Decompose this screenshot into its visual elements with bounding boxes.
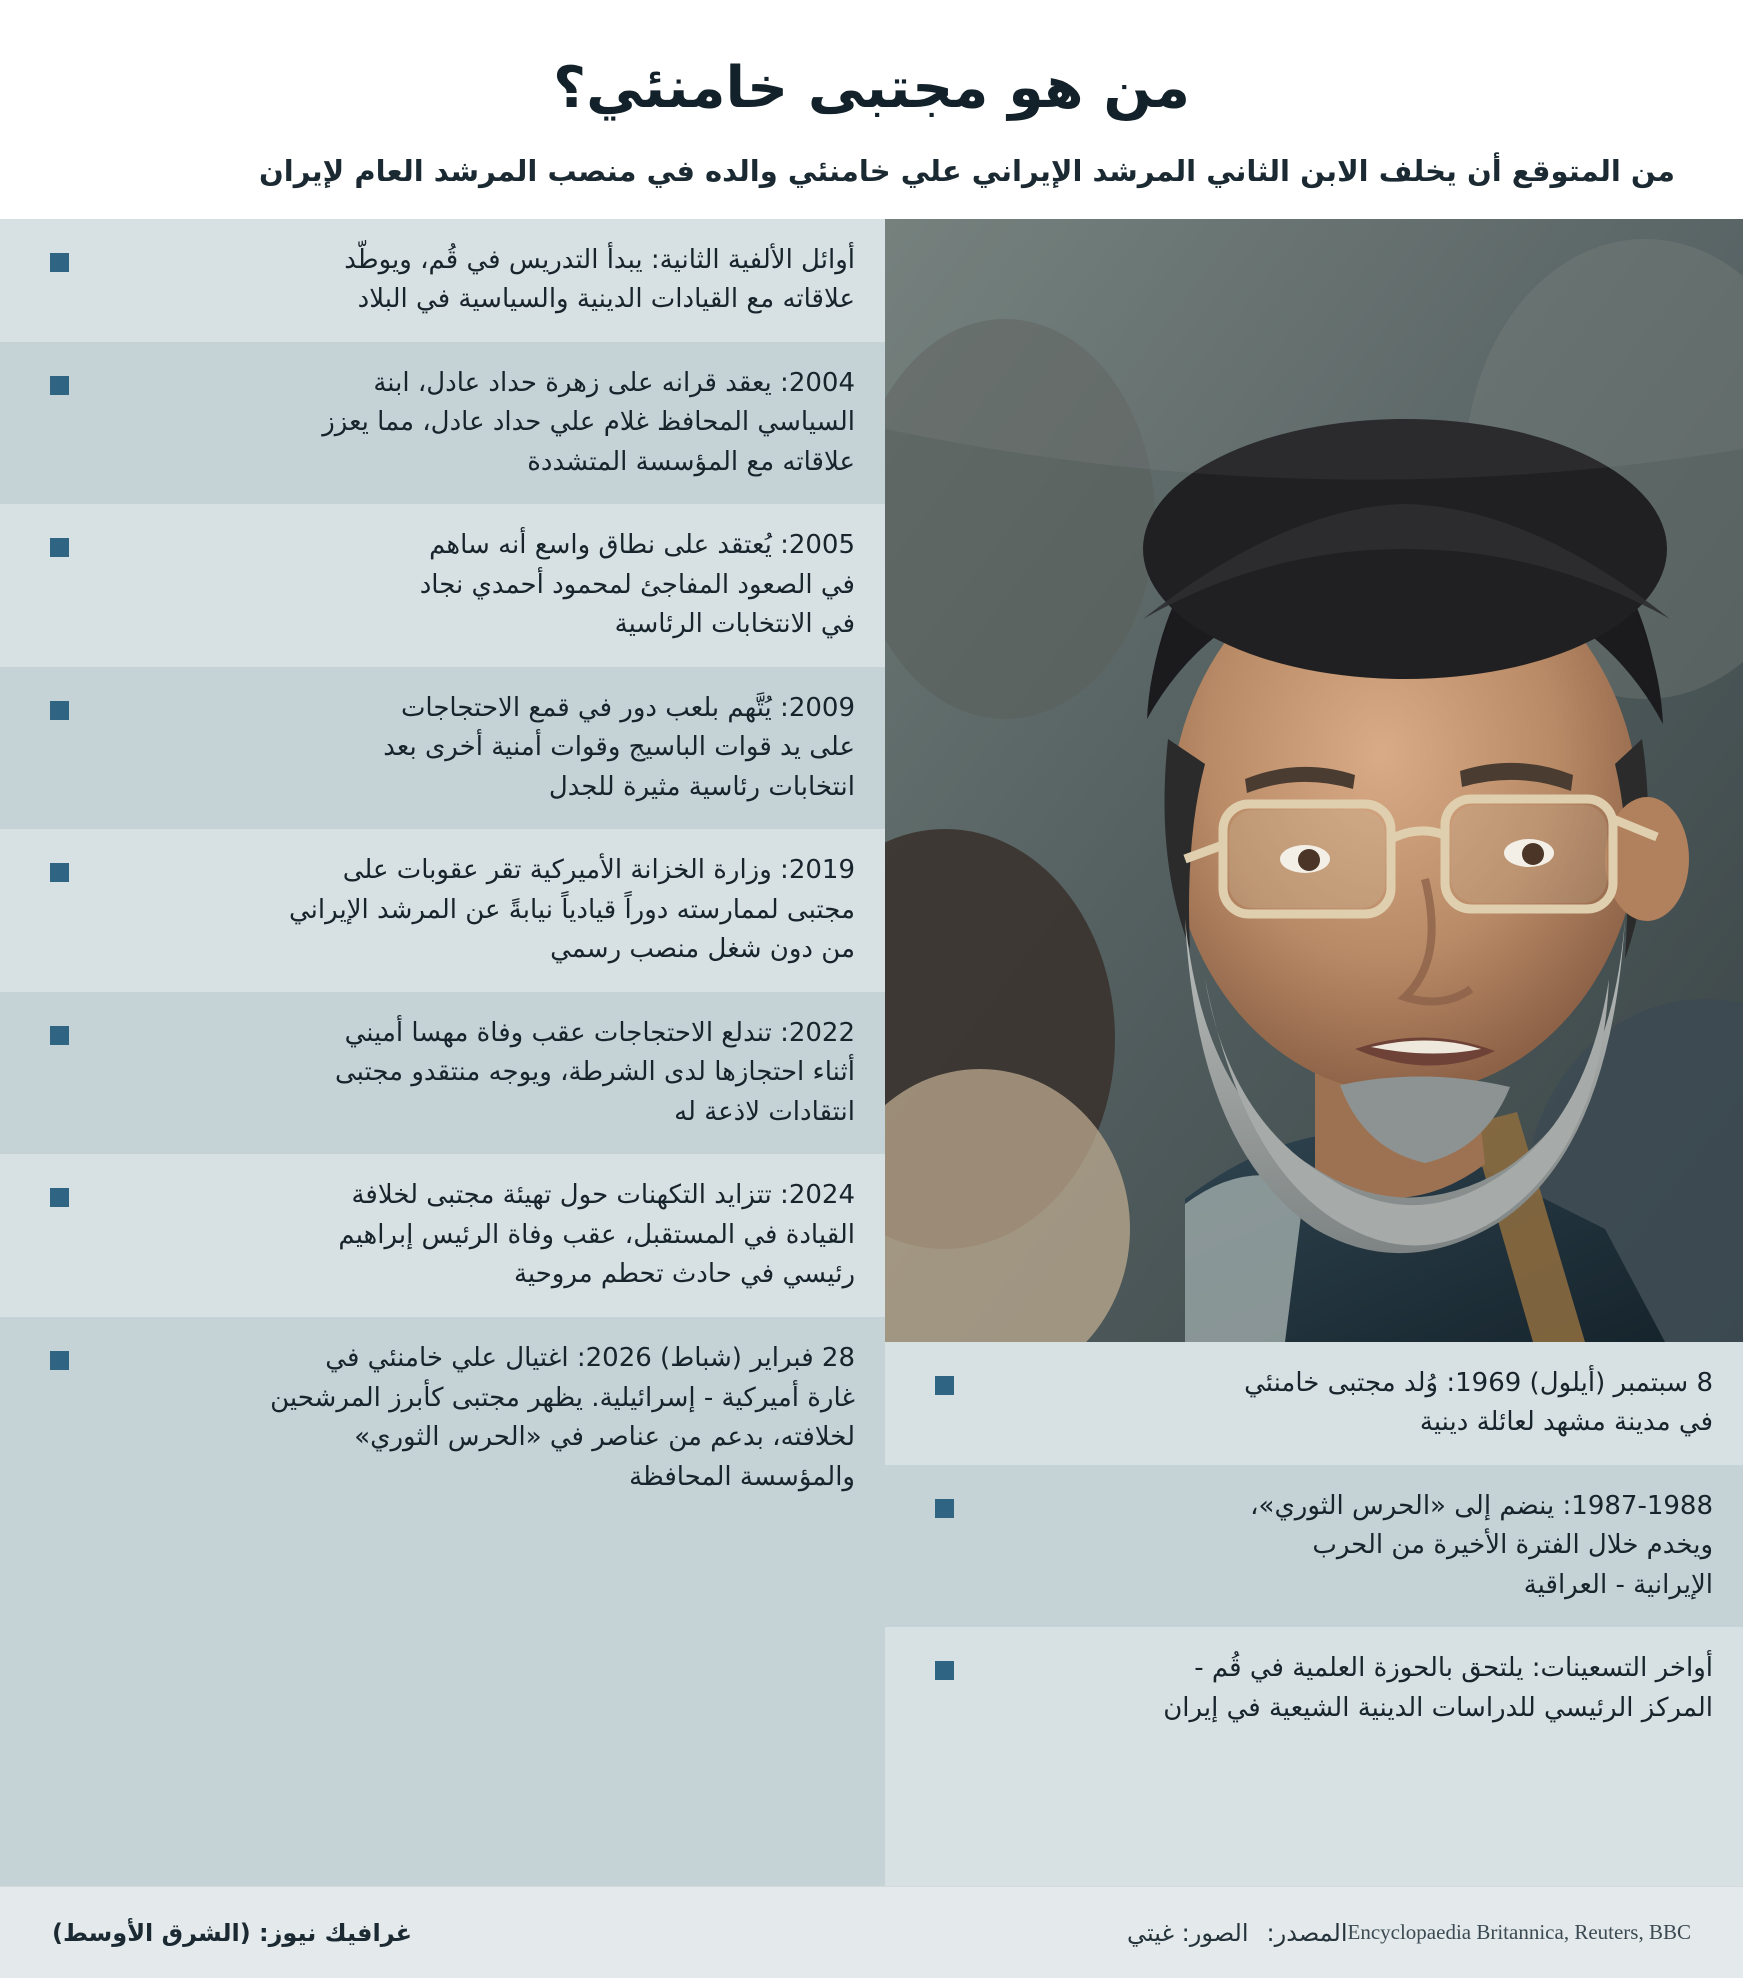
bullet-icon — [50, 863, 69, 882]
left-column — [0, 219, 885, 1886]
timeline-line: من دون شغل منصب رسمي — [550, 934, 855, 965]
timeline-line: علاقاته مع القيادات الدينية والسياسية في البلاد — [357, 284, 855, 315]
page-title: من هو مجتبى خامنئي؟ — [553, 55, 1190, 121]
timeline-line: الإيرانية - العراقية — [1523, 1569, 1713, 1600]
timeline-line: القيادة في المستقبل، عقب وفاة الرئيس إبراهيم — [338, 1219, 855, 1250]
timeline-item-2005 — [0, 504, 885, 667]
footer-credit: غرافيك نيوز: (الشرق الأوسط) — [52, 1918, 413, 1947]
timeline-line: 28 فبراير (شباط) 2026: اغتيال علي خامنئي في — [325, 1343, 855, 1373]
footer — [0, 1886, 1743, 1978]
bullet-icon — [935, 1376, 954, 1395]
timeline-item-2009 — [0, 667, 885, 830]
timeline-line: رئيسي في حادث تحطم مروحية — [513, 1259, 855, 1290]
timeline-line: انتقادات لاذعة له — [674, 1096, 855, 1127]
timeline-line: المركز الرئيسي للدراسات الدينية الشيعية في إيران — [1163, 1692, 1713, 1723]
timeline-line: في الصعود المفاجئ لمحمود أحمدي نجاد — [419, 569, 855, 600]
timeline-item-1969 — [885, 1342, 1743, 1465]
timeline-line: أواخر التسعينات: يلتحق بالحوزة العلمية في قُم - — [1194, 1653, 1713, 1684]
header — [0, 0, 1743, 219]
right-column — [885, 219, 1743, 1886]
bullet-icon — [935, 1661, 954, 1680]
timeline-line: غارة أميركية - إسرائيلية. يظهر مجتبى كأبرز المرشحين — [270, 1382, 855, 1413]
timeline-line: 8 سبتمبر (أيلول) 1969: وُلد مجتبى خامنئي — [1244, 1367, 1713, 1398]
bullet-icon — [935, 1499, 954, 1518]
timeline-line: في الانتخابات الرئاسية — [614, 609, 855, 640]
timeline-line: ويخدم خلال الفترة الأخيرة من الحرب — [1312, 1530, 1713, 1561]
timeline-line: في مدينة مشهد لعائلة دينية — [1419, 1407, 1713, 1438]
timeline-line: 2009: يُتَّهم بلعب دور في قمع الاحتجاجات — [400, 692, 855, 723]
timeline-line: انتخابات رئاسية مثيرة للجدل — [548, 771, 855, 802]
timeline-item-2026 — [0, 1317, 885, 1886]
timeline-item-2004 — [0, 342, 885, 505]
timeline-item-late-90s — [885, 1627, 1743, 1886]
timeline-item-early-2000s — [0, 219, 885, 342]
bullet-icon — [50, 376, 69, 395]
timeline-item-1987-1988 — [885, 1465, 1743, 1628]
timeline-line: على يد قوات الباسيج وقوات أمنية أخرى بعد — [383, 732, 855, 763]
bullet-icon — [50, 701, 69, 720]
footer-source-label: المصدر: — [1266, 1918, 1348, 1947]
timeline-line: علاقاته مع المؤسسة المتشددة — [527, 446, 855, 477]
footer-source-value: Encyclopaedia Britannica, Reuters, BBC — [1347, 1920, 1691, 1944]
portrait-photo — [885, 219, 1743, 1342]
bullet-icon — [50, 253, 69, 272]
timeline-line: 2004: يعقد قرانه على زهرة حداد عادل، ابنة — [373, 367, 855, 398]
timeline-line: 1987-1988: ينضم إلى «الحرس الثوري»، — [1250, 1490, 1713, 1521]
timeline-line: 2022: تندلع الاحتجاجات عقب وفاة مهسا أميني — [344, 1017, 855, 1048]
timeline-item-2022 — [0, 992, 885, 1155]
timeline-line: مجتبى لممارسته دوراً قيادياً نيابةً عن المرشد الإيراني — [288, 894, 855, 925]
footer-photos: الصور: غيتي — [1127, 1918, 1249, 1947]
timeline-line: أثناء احتجازها لدى الشرطة، ويوجه منتقدو مجتبى — [335, 1057, 855, 1088]
timeline-line: أوائل الألفية الثانية: يبدأ التدريس في قُم، ويوطّد — [344, 244, 855, 275]
timeline-item-2024 — [0, 1154, 885, 1317]
body-area — [0, 219, 1743, 1886]
timeline-item-2019 — [0, 829, 885, 992]
page-subtitle: من المتوقع أن يخلف الابن الثاني المرشد الإيراني علي خامنئي والده في منصب المرشد العام لإيران — [259, 153, 1675, 188]
timeline-line: 2005: يُعتقد على نطاق واسع أنه ساهم — [429, 530, 855, 561]
bullet-icon — [50, 1026, 69, 1045]
bullet-icon — [50, 1188, 69, 1207]
timeline-line: والمؤسسة المحافظة — [629, 1461, 855, 1492]
bullet-icon — [50, 1351, 69, 1370]
timeline-line: 2024: تتزايد التكهنات حول تهيئة مجتبى لخلافة — [351, 1180, 855, 1211]
bullet-icon — [50, 538, 69, 557]
timeline-line: 2019: وزارة الخزانة الأميركية تقر عقوبات على — [342, 855, 855, 886]
timeline-line: لخلافته، بدعم من عناصر في «الحرس الثوري» — [354, 1422, 855, 1453]
timeline-line: السياسي المحافظ غلام علي حداد عادل، مما يعزز — [322, 407, 855, 438]
